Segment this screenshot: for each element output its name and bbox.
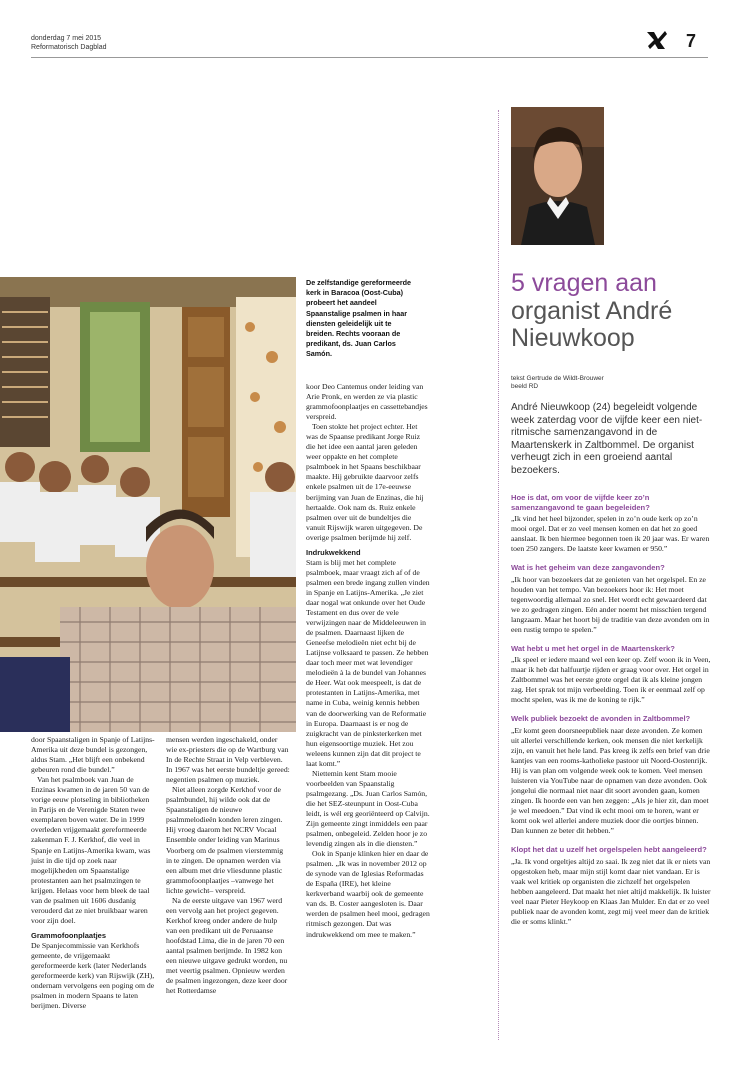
question: Klopt het dat u uzelf het orgelspelen hebt aangeleerd?: [511, 844, 707, 854]
publication-name: Reformatorisch Dagblad: [31, 44, 107, 51]
answer: „Ja. Ik vond orgeltjes altijd zo saai. Ik zeg niet dat ik er niets van opgestoken heb, maar mijn stijl komt daar niet vandaan. Er is vaak wel kritiek op organisten die zichzelf het orgelspelen hebben aangeleerd. Dat maakt het niet altijd makkelijk. Ik luister veel naar Pieter Heykoop en Klaas Jan Mulder. En dat er zo veel publiek naar de avonden komt, zegt mij veel meer dan de kritiek die er soms klinkt.”: [511, 856, 711, 926]
church-photo: [0, 277, 296, 732]
interview-title: [511, 270, 711, 353]
section-heading: Indrukwekkend: [306, 547, 361, 557]
sidebar-dotted-divider: [498, 110, 499, 1040]
article-paragraph: door Spaanstaligen in Spanje of Latijns-Amerika uit deze bundel is gezongen, aldus Stam. „Het blijft een onbekend gebeuren rond die bundel.”: [31, 735, 155, 775]
title-line-2: organist André: [511, 296, 673, 325]
answer: „Er komt geen doorsneepubliek naar deze avonden. Ze komen uit allerlei verschillende kerken, ook mensen die niet kerkelijk zijn, en vanuit het hele land. Pas kreeg ik zelfs een brief van drie kantjes van een rooms-katholieke pastoor uit Noord-Oostenrijk. Hij is van plan om volgende week ook te komen. Veel mensen luisteren via YouTube naar de opnamen van deze avonden. Ook jongelui die normaal niet naar dit soort avonden gaan, komen zingen. Ik hoorde een van hen zeggen: „Als je hier zit, dan moet je wel meedoen.” Dat vind ik echt mooi om te horen, want er komt ook wel allerlei andere muziek door die oortjes binnen. Dan kunnen ze beter dit hebben.”: [511, 725, 710, 835]
photo-credit: beeld RD: [511, 383, 539, 390]
date-text: donderdag 7 mei 2015: [31, 35, 102, 42]
section-heading: Grammofoonplaatjes: [31, 930, 107, 940]
page-header-date: [31, 34, 106, 52]
question: Wat hebt u met het orgel in de Maartenskerk?: [511, 643, 675, 653]
article-paragraph: Toen stokte het project echter. Het was de Spaanse predikant Jorge Ruiz die het idee een aantal jaren geleden weer oppakte en het complete psalmboek in het Spaans beschikbaar maakte. Hij gebruikte daarvoor zelfs enkele psalmen uit de 17e-eeuwse berijming van Juan de Enzinas, die hij hertaalde. Ook nam ds. Ruiz enkele psalmen over uit de bundeltjes die vanuit Rijswijk waren uitgegeven. De overige psalmen berijmde hij zelf.: [306, 422, 424, 542]
article-paragraph: Ook in Spanje klinken hier en daar de psalmen. „Ik was in november 2012 op de synode van de Iglesias Reformadas de España (IRE), het kleine kerkverband waarbij ook de gemeente van ds. B. Coster aangesloten is. Daar werden de psalmen heel mooi, gedragen ritmisch gezongen. Dat was indrukwekkend om mee te maken.”: [306, 849, 430, 939]
article-paragraph: Stam is blij met het complete psalmboek, maar vraagt zich af of de psalmen een brede ingang zullen vinden in Spanje en Latijns-Amerika. „Je ziet daar nogal wat onkunde over het Oude Testament en dus over de vele verwijzingen naar de Middeleeuwen in de psalmen. Daarnaast lijken de Geneefse melodieën niet echt bij de Latijnse volksaard te passen. Ze hebben daar toch meer met wat levendiger melodieën à la de bundel van Johannes de Heer. Wat ook meespeelt, is dat de protestanten in Latijns-Amerika, met name in Cuba, weinig kennis hebben van de doorwerking van de Reformatie in Europa. Daarnaast is er nog de zuigkracht van de pinksterkerken met hun eigensoortige muziek. Het zou weleens kunnen zijn dat dit project te laat komt.”: [306, 557, 430, 768]
article-paragraph: Niettemin kent Stam mooie voorbeelden van Spaanstalig psalmgezang. „Ds. Juan Carlos Samón, die het SEZ-steunpunt in Oost-Cuba leidt, is wél erg georiënteerd op Calvijn. Zijn gemeente zingt inmiddels een paar psalmen, onbegeleid. Zelden hoor je zo levendig zingen als in die diensten.”: [306, 768, 430, 849]
article-paragraph: De Spanjecommissie van Kerkhofs gemeente, de vrijgemaakt gereformeerde kerk (later Nederlands gereformeerde kerk) van Rijswijk (ZH), ondernam vervolgens een poging om de psalmen in modern Spaans te laten berijmen. Diverse: [31, 940, 155, 1011]
question: Welk publiek bezoekt de avonden in Zaltbommel?: [511, 714, 691, 724]
interview-qa: [511, 493, 711, 927]
article-column-3: [306, 382, 430, 940]
article-column-1: [31, 735, 155, 1011]
article-paragraph: mensen werden ingeschakeld, onder wie ex-priesters die op de Wartburg van In de Rechte Straat in Velp verbleven. In 1967 was het eerste bundeltje gereed: negentien psalmen op muziek.: [166, 735, 290, 785]
question: Hoe is dat, om voor de vijfde keer zo’n samenzangavond te gaan begeleiden?: [511, 493, 650, 512]
header-divider: [31, 57, 708, 58]
article-paragraph: koor Deo Cantemus onder leiding van Arie Pronk, en werden ze via plastic grammofoonplaatjes en cassettebandjes verspreid.: [306, 382, 428, 422]
page-number: 7: [686, 31, 697, 51]
portrait-photo: [511, 107, 604, 245]
answer: „Ik hoor van bezoekers dat ze genieten van het orgelspel. En ze houden van het tempo. Van bezoekers hoor ik: Het moet tegenwoordig allemaal zo snel. Het wordt echt gewaardeerd dat we zo gedragen zingen. Eén ander noemt het misschien tergend langzaam. Maar het hoort bij de traditie van deze avonden om in een rustig tempo te spelen.”: [511, 574, 710, 634]
answer: „Ik vind het heel bijzonder, spelen in zo’n oude kerk op zo’n mooi orgel. Dat er zo veel mensen komen en dat het zo goed aanslaat. Ik ben hiermee begonnen toen ik 20 jaar was. Er waren toen 250 zangers. De laatste keer kwamen er 950.”: [511, 514, 710, 554]
photo-caption: De zelfstandige gereformeerde kerk in Baracoa (Oost-Cuba) probeert het aandeel Spaanstalige psalmen in haar diensten geleidelijk uit te breiden. Rechts vooraan de predikant, ds. Juan Carlos Samón.: [306, 278, 412, 359]
question: Wat is het geheim van deze zangavonden?: [511, 563, 665, 573]
newspaper-logo-icon: [646, 30, 668, 50]
byline: [511, 375, 604, 391]
article-column-2: [166, 735, 290, 996]
article-paragraph: Van het psalmboek van Juan de Enzinas kwamen in de jaren 50 van de vorige eeuw plotseling in bibliotheken in Parijs en de Verenigde Staten twee exemplaren boven water. De in 1999 overleden vrijgemaakt gereformeerde zakenman F. J. Kerkhof, die veel in Spanje en Latijns-Amerika kwam, was juist in die tijd op zoek naar mogelijkheden om Spaanstalige protestanten aan het psalmzingen te krijgen. Helaas voor hem bleek de taal van de psalmen uit 1606 dusdanig verouderd dat ze niet bruikbaar waren voor zijn doel.: [31, 775, 151, 925]
interview-intro: André Nieuwkoop (24) begeleidt volgende week zaterdag voor de vijfde keer een niet-ritmische samenzangavond in de Maartenskerk in Zaltbommel. De organist verheugt zich in een groeiend aantal bezoekers.: [511, 402, 703, 476]
title-line-1: 5 vragen aan: [511, 269, 657, 297]
article-paragraph: Niet alleen zorgde Kerkhof voor de psalmbundel, hij wilde ook dat de Spaanstaligen de nieuwe psalmmelodieën konden leren zingen. Hij vroeg daarom het NCRV Vocaal Ensemble onder leiding van Marinus Voorberg om de psalmen vierstemmig in te zingen. De opnamen werden via een album met drie vliesdunne plastic grammofoonplaatjes –vanwege het lichte gewicht– verspreid.: [166, 785, 284, 895]
article-paragraph: Na de eerste uitgave van 1967 werd een vervolg aan het project gegeven. Kerkhof kreeg onder andere de hulp van een predikant uit de Peruaanse hoofdstad Lima, die in de jaren 70 een aantal psalmen berijmde. In 1982 kon een nieuwe uitgave gedrukt worden, nu met veertig psalmen. Opnieuw werden de psalmen ingezongen, deze keer door het Rotterdamse: [166, 895, 288, 996]
answer: „Ik speel er iedere maand wel een keer op. Zelf woon ik in Veen, maar ik heb dat halfuurtje rijden er graag voor over. Het orgel in Zaltbommel was het eerste grote orgel dat ik als kleine jongen zag. Het sprak tot mijn verbeelding. Toen ik er eenmaal zelf op mocht spelen, was ik me de koning te rijk.”: [511, 655, 711, 705]
author-credit: tekst Gertrude de Wildt-Brouwer: [511, 375, 604, 382]
title-line-3: Nieuwkoop: [511, 324, 635, 352]
